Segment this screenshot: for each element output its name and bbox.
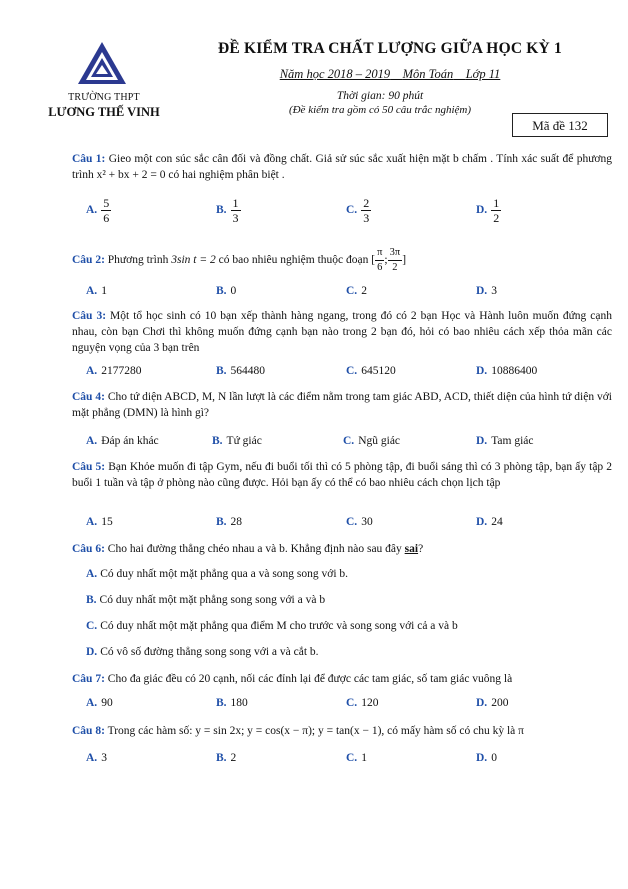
question-text: Một tổ học sinh có 10 bạn xếp thành hàng ngang, trong đó có 2 bạn Học và Hành luôn muốn đứng cạnh nhau, còn bạn Chơi thì không muốn đứng cạnh bạn nào trong 2 bạn đó, hỏi có bao nhiêu cách xếp thỏa mãn các nguyện vọng của 3 bạn trên (72, 310, 613, 354)
interval: [ $\frac{\pi}{6}$ ; $\frac{3\pi}{2}$ ] (371, 247, 407, 273)
question-8-options (86, 752, 606, 774)
question-2: Câu 2: Phương trình 3sin t = 2 có bao nhiêu nghiệm thuộc đoạn [ $\frac{\pi}{6}$ ; $\frac{3\pi}{2}$ ] (72, 247, 407, 273)
exam-time: Thời gian: 90 phút (336, 90, 424, 102)
question-text: Cho hai đường thẳng chéo nhau a và b. Khẳng định nào sau đây (107, 543, 402, 555)
option-b[interactable]: B. 28 (216, 516, 243, 528)
option-a[interactable]: A. 2177280 (86, 365, 142, 377)
question-4-options (86, 435, 606, 457)
question-5 (72, 459, 612, 491)
option-a[interactable]: A. 1 (86, 285, 107, 297)
subject: Môn Toán (402, 67, 454, 81)
option-c[interactable]: C. 30 (346, 516, 373, 528)
option-b[interactable]: B. Tứ giác (212, 435, 262, 447)
emphasis-sai: sai (404, 543, 419, 555)
fraction: $\frac{1}{2}$ (493, 196, 500, 225)
option-c[interactable]: C. Có duy nhất một mặt phẳng qua điểm M cho trước và song song với cả a và b (86, 620, 458, 632)
question-5-options (86, 516, 606, 538)
question-label: Câu 1: (72, 153, 106, 165)
question-6: Câu 6: Cho hai đường thẳng chéo nhau a và b. Khẳng định nào sau đây sai? (72, 543, 424, 555)
option-a[interactable]: A. $\frac{5}{6}$ (86, 196, 110, 225)
question-label: Câu 7: (72, 673, 105, 685)
question-label: Câu 5: (72, 461, 106, 473)
option-a[interactable]: A. Đáp án khác (86, 435, 159, 447)
option-c[interactable]: C. Ngũ giác (343, 435, 401, 447)
question-1-options (86, 196, 606, 232)
equation: 3sin t = 2 (171, 254, 216, 267)
option-d[interactable]: D. $\frac{1}{2}$ (476, 196, 500, 225)
option-a[interactable]: A. Có duy nhất một mặt phẳng qua a và song song với b. (86, 568, 349, 580)
question-text: Trong các hàm số: y = sin 2x; y = cos(x − π); y = tan(x − 1), có mấy hàm số có chu kỳ là π (107, 725, 524, 737)
option-b[interactable]: B. 2 (216, 752, 237, 764)
question-label: Câu 6: (72, 543, 105, 555)
option-c[interactable]: C. 1 (346, 752, 367, 764)
question-2-options (86, 285, 606, 307)
fraction: $\frac{1}{3}$ (232, 196, 239, 225)
school-line-1: TRƯỜNG THPT (68, 92, 140, 103)
option-b[interactable]: B. 564480 (216, 365, 266, 377)
question-text: Bạn Khỏe muốn đi tập Gym, nếu đi buổi tối thì có 5 phòng tập, đi buổi sáng thì có 3 phòng tập, bạn ấy tập 2 buổi 1 tuần và tập ở phòng nào cũng được. Hỏi bạn ấy có thể có bao nhiêu cách chọn lịch tập (72, 461, 613, 489)
option-b[interactable]: B. Có duy nhất một mặt phẳng song song với a và b (86, 594, 326, 606)
grade: Lớp 11 (465, 67, 501, 81)
fraction: $\frac{5}{6}$ (103, 196, 110, 225)
exam-subtitle (170, 67, 610, 82)
option-c[interactable]: C. 120 (346, 697, 379, 709)
option-d[interactable]: D. 24 (476, 516, 503, 528)
option-d[interactable]: D. 200 (476, 697, 509, 709)
school-year: Năm học 2018 – 2019 (279, 67, 391, 81)
question-4 (72, 389, 612, 421)
question-label: Câu 2: (72, 254, 105, 267)
exam-note: (Đề kiểm tra gồm có 50 câu trắc nghiệm) (288, 104, 472, 116)
option-c[interactable]: C. 2 (346, 285, 367, 297)
option-a[interactable]: A. 15 (86, 516, 113, 528)
question-label: Câu 4: (72, 391, 105, 403)
option-b[interactable]: B. 0 (216, 285, 237, 297)
question-label: Câu 3: (72, 310, 107, 322)
option-d[interactable]: D. 0 (476, 752, 497, 764)
fraction: $\frac{2}{3}$ (363, 196, 370, 225)
option-d[interactable]: D. 3 (476, 285, 497, 297)
exam-title: ĐỀ KIỂM TRA CHẤT LƯỢNG GIỮA HỌC KỲ 1 (218, 40, 562, 57)
option-c[interactable]: C. $\frac{2}{3}$ (346, 196, 370, 225)
option-b[interactable]: B. 180 (216, 697, 248, 709)
option-a[interactable]: A. 90 (86, 697, 113, 709)
question-7-options (86, 697, 606, 719)
option-a[interactable]: A. 3 (86, 752, 107, 764)
option-b[interactable]: B. $\frac{1}{3}$ (216, 196, 239, 225)
option-d[interactable]: D. Có vô số đường thẳng song song với a và cắt b. (86, 646, 319, 658)
question-7 (72, 671, 612, 687)
question-3-options (86, 365, 606, 387)
school-name: LƯƠNG THẾ VINH (48, 105, 160, 119)
question-label: Câu 8: (72, 725, 105, 737)
option-c[interactable]: C. 645120 (346, 365, 396, 377)
question-3 (72, 308, 612, 356)
question-8 (72, 723, 612, 739)
option-d[interactable]: D. Tam giác (476, 435, 534, 447)
exam-code-box: Mã đề 132 (512, 113, 608, 137)
school-logo-icon (76, 40, 128, 86)
question-text: Cho đa giác đều có 20 cạnh, nối các đỉnh lại để được các tam giác, số tam giác vuông là (107, 673, 513, 685)
option-d[interactable]: D. 10886400 (476, 365, 538, 377)
question-text: Gieo một con súc sắc cân đối và đồng chất. Giả sử súc sắc xuất hiện mặt b chấm . Tính xác suất để phương trình x² + bx + 2 = 0 có hai nghiệm phân biệt . (72, 153, 613, 181)
question-text: Cho tứ diện ABCD, M, N lần lượt là các điểm nằm trong tam giác ABD, ACD, thiết diện của hình tứ diện với mặt phẳng (DMN) là hình gì? (72, 391, 613, 419)
question-1 (72, 151, 612, 183)
